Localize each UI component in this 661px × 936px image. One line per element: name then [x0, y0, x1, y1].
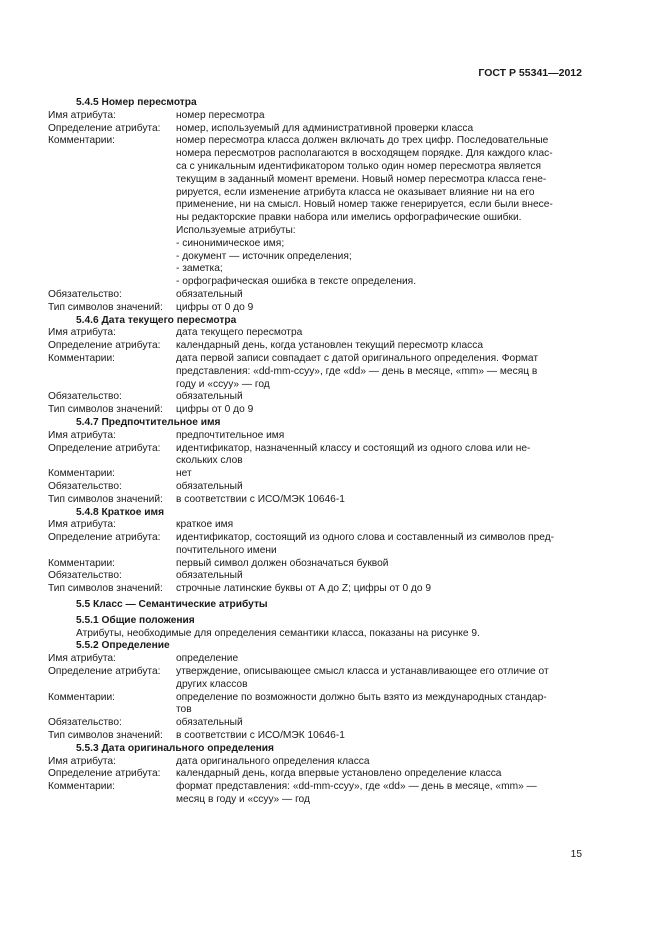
comment-line: представления: «dd-mm-ccyy», где «dd» — день в месяце, «mm» — месяц в [176, 365, 538, 377]
list-item: - документ — источник определения; [176, 250, 352, 262]
comment-line: дата первой записи совпадает с датой оригинального определения. Формат [176, 352, 538, 364]
s553-name-row [48, 756, 582, 769]
s552-comments-row [48, 692, 582, 718]
attr-type-value: строчные латинские буквы от A до Z; цифры от 0 до 9 [176, 583, 432, 595]
definition-line: почтительного имени [176, 544, 277, 556]
attr-obligation-label: Обязательство: [48, 570, 122, 582]
attr-definition-value [176, 443, 582, 469]
comment-line: текущим в заданный момент времени. Новый номер пересмотра класса гене- [176, 173, 547, 185]
attr-comments-value [176, 781, 582, 807]
s548-name-row [48, 519, 582, 532]
s547-type-row [48, 494, 582, 507]
attr-name-value: определение [176, 653, 239, 665]
list-item: - заметка; [176, 263, 223, 275]
comment-line: Используемые атрибуты: [176, 224, 296, 236]
comment-line: тов [176, 704, 192, 716]
attr-definition-label: Определение атрибута: [48, 768, 161, 780]
definition-line: утверждение, описывающее смысл класса и устанавливающее его отличие от [176, 666, 549, 678]
attr-type-label: Тип символов значений: [48, 730, 163, 742]
definition-line: идентификатор, состоящий из одного слова и составленный из символов пред- [176, 532, 555, 544]
attr-comments-value: нет [176, 468, 192, 480]
attr-type-value: цифры от 0 до 9 [176, 301, 254, 313]
s545-type-row [48, 302, 582, 315]
s547-obligation-row [48, 481, 582, 494]
attr-name-label: Имя атрибута: [48, 519, 116, 531]
attr-obligation-label: Обязательство: [48, 717, 122, 729]
document-body [48, 97, 582, 807]
attr-definition-value: номер, используемый для административной проверки класса [176, 122, 474, 134]
section-5-4-5-heading: 5.4.5 Номер пересмотра [76, 97, 197, 108]
comment-line: са с уникальным идентификатором только один номер пересмотра является [176, 160, 541, 172]
comment-line: ны редакторские правки набора или имелись орфографические ошибки. [176, 212, 522, 224]
list-item: - синонимическое имя; [176, 237, 285, 249]
comment-line: рируется, если изменение атрибута класса не оказывает влияние ни на его [176, 186, 535, 198]
attr-obligation-value: обязательный [176, 480, 243, 492]
attr-name-value: дата оригинального определения класса [176, 755, 370, 767]
s552-type-row [48, 730, 582, 743]
section-5-5-1-heading: 5.5.1 Общие положения [76, 614, 195, 626]
s546-type-row [48, 404, 582, 417]
s553-definition-row [48, 768, 582, 781]
attr-name-value: дата текущего пересмотра [176, 327, 303, 339]
attr-obligation-value: обязательный [176, 288, 243, 300]
comment-line: формат представления: «dd-mm-ccyy», где «dd» — день в месяце, «mm» — [176, 781, 537, 793]
list-item: - орфографическая ошибка в тексте определения. [176, 276, 417, 288]
attr-definition-value [176, 666, 582, 692]
s548-obligation-row [48, 570, 582, 583]
attr-name-value: предпочтительное имя [176, 429, 285, 441]
definition-line: идентификатор, назначенный классу и состоящий из одного слова или не- [176, 442, 531, 454]
attr-definition-label: Определение атрибута: [48, 532, 161, 544]
attr-type-label: Тип символов значений: [48, 404, 163, 416]
s545-definition-row [48, 123, 582, 136]
s548-comments-row [48, 558, 582, 571]
s552-obligation-row [48, 717, 582, 730]
attr-name-label: Имя атрибута: [48, 755, 116, 767]
s553-comments-row [48, 781, 582, 807]
section-5-5-heading: 5.5 Класс — Семантические атрибуты [76, 599, 268, 611]
attr-name-label: Имя атрибута: [48, 653, 116, 665]
attr-comments-label: Комментарии: [48, 781, 115, 793]
attr-definition-label: Определение атрибута: [48, 442, 161, 454]
attr-name-label: Имя атрибута: [48, 109, 116, 121]
comment-line: применение, ни на смысл. Новый номер также генерируется, если были внесе- [176, 199, 553, 211]
attr-definition-value: календарный день, когда впервые установлено определение класса [176, 768, 502, 780]
s548-type-row [48, 583, 582, 596]
attr-definition-label: Определение атрибута: [48, 340, 161, 352]
attr-name-value: номер пересмотра [176, 109, 265, 121]
attr-type-value: в соответствии с ИСО/МЭК 10646-1 [176, 730, 345, 742]
s547-definition-row [48, 443, 582, 469]
attr-type-label: Тип символов значений: [48, 583, 163, 595]
attr-type-value: цифры от 0 до 9 [176, 404, 254, 416]
attr-name-label: Имя атрибута: [48, 429, 116, 441]
s552-name-row [48, 653, 582, 666]
s546-definition-row [48, 340, 582, 353]
attr-definition-label: Определение атрибута: [48, 122, 161, 134]
comment-line: определение по возможности должно быть взято из международных стандар- [176, 691, 547, 703]
s545-obligation-row [48, 289, 582, 302]
definition-line: скольких слов [176, 455, 243, 467]
s546-name-row [48, 327, 582, 340]
comment-line: номер пересмотра класса должен включать до трех цифр. Последовательные [176, 135, 549, 147]
attr-obligation-label: Обязательство: [48, 288, 122, 300]
s545-comments-row [48, 135, 582, 289]
attr-comments-label: Комментарии: [48, 557, 115, 569]
attr-type-label: Тип символов значений: [48, 301, 163, 313]
s546-comments-row [48, 353, 582, 391]
attr-obligation-value: обязательный [176, 717, 243, 729]
attr-name-label: Имя атрибута: [48, 327, 116, 339]
attr-definition-value: календарный день, когда установлен текущий пересмотр класса [176, 340, 484, 352]
attr-name-value: краткое имя [176, 519, 234, 531]
attr-comments-value [176, 692, 582, 718]
section-5-5-2-heading: 5.5.2 Определение [76, 640, 170, 652]
attr-definition-value [176, 532, 582, 558]
attr-comments-label: Комментарии: [48, 468, 115, 480]
s547-name-row [48, 430, 582, 443]
attr-type-label: Тип символов значений: [48, 493, 163, 505]
attr-type-value: в соответствии с ИСО/МЭК 10646-1 [176, 493, 345, 505]
s546-obligation-row [48, 391, 582, 404]
comment-line: году и «ccyy» — год [176, 378, 270, 390]
attr-comments-value [176, 135, 582, 289]
s552-definition-row [48, 666, 582, 692]
attr-definition-label: Определение атрибута: [48, 666, 161, 678]
attr-obligation-value: обязательный [176, 391, 243, 403]
section-5-5-3-heading: 5.5.3 Дата оригинального определения [76, 742, 274, 754]
attr-comments-value [176, 353, 582, 391]
section-5-4-6-heading: 5.4.6 Дата текущего пересмотра [76, 314, 237, 326]
attr-comments-label: Комментарии: [48, 691, 115, 703]
s548-definition-row [48, 532, 582, 558]
comment-line: месяц в году и «ccyy» — год [176, 794, 310, 806]
section-5-5-1-text: Атрибуты, необходимые для определения семантики класса, показаны на рисунке 9. [76, 627, 480, 639]
comment-line: номера пересмотров располагаются в восходящем порядке. Для каждого клас- [176, 148, 553, 160]
attr-comments-label: Комментарии: [48, 352, 115, 364]
attr-obligation-label: Обязательство: [48, 480, 122, 492]
s545-name-row [48, 110, 582, 123]
page-number: 15 [570, 849, 582, 860]
attr-obligation-value: обязательный [176, 570, 243, 582]
attr-comments-value: первый символ должен обозначаться буквой [176, 557, 389, 569]
s547-comments-row [48, 468, 582, 481]
section-5-4-8-heading: 5.4.8 Краткое имя [76, 506, 165, 518]
document-header: ГОСТ Р 55341—2012 [478, 67, 582, 79]
attr-obligation-label: Обязательство: [48, 391, 122, 403]
attr-comments-label: Комментарии: [48, 135, 115, 147]
section-5-4-7-heading: 5.4.7 Предпочтительное имя [76, 416, 221, 428]
definition-line: других классов [176, 678, 248, 690]
